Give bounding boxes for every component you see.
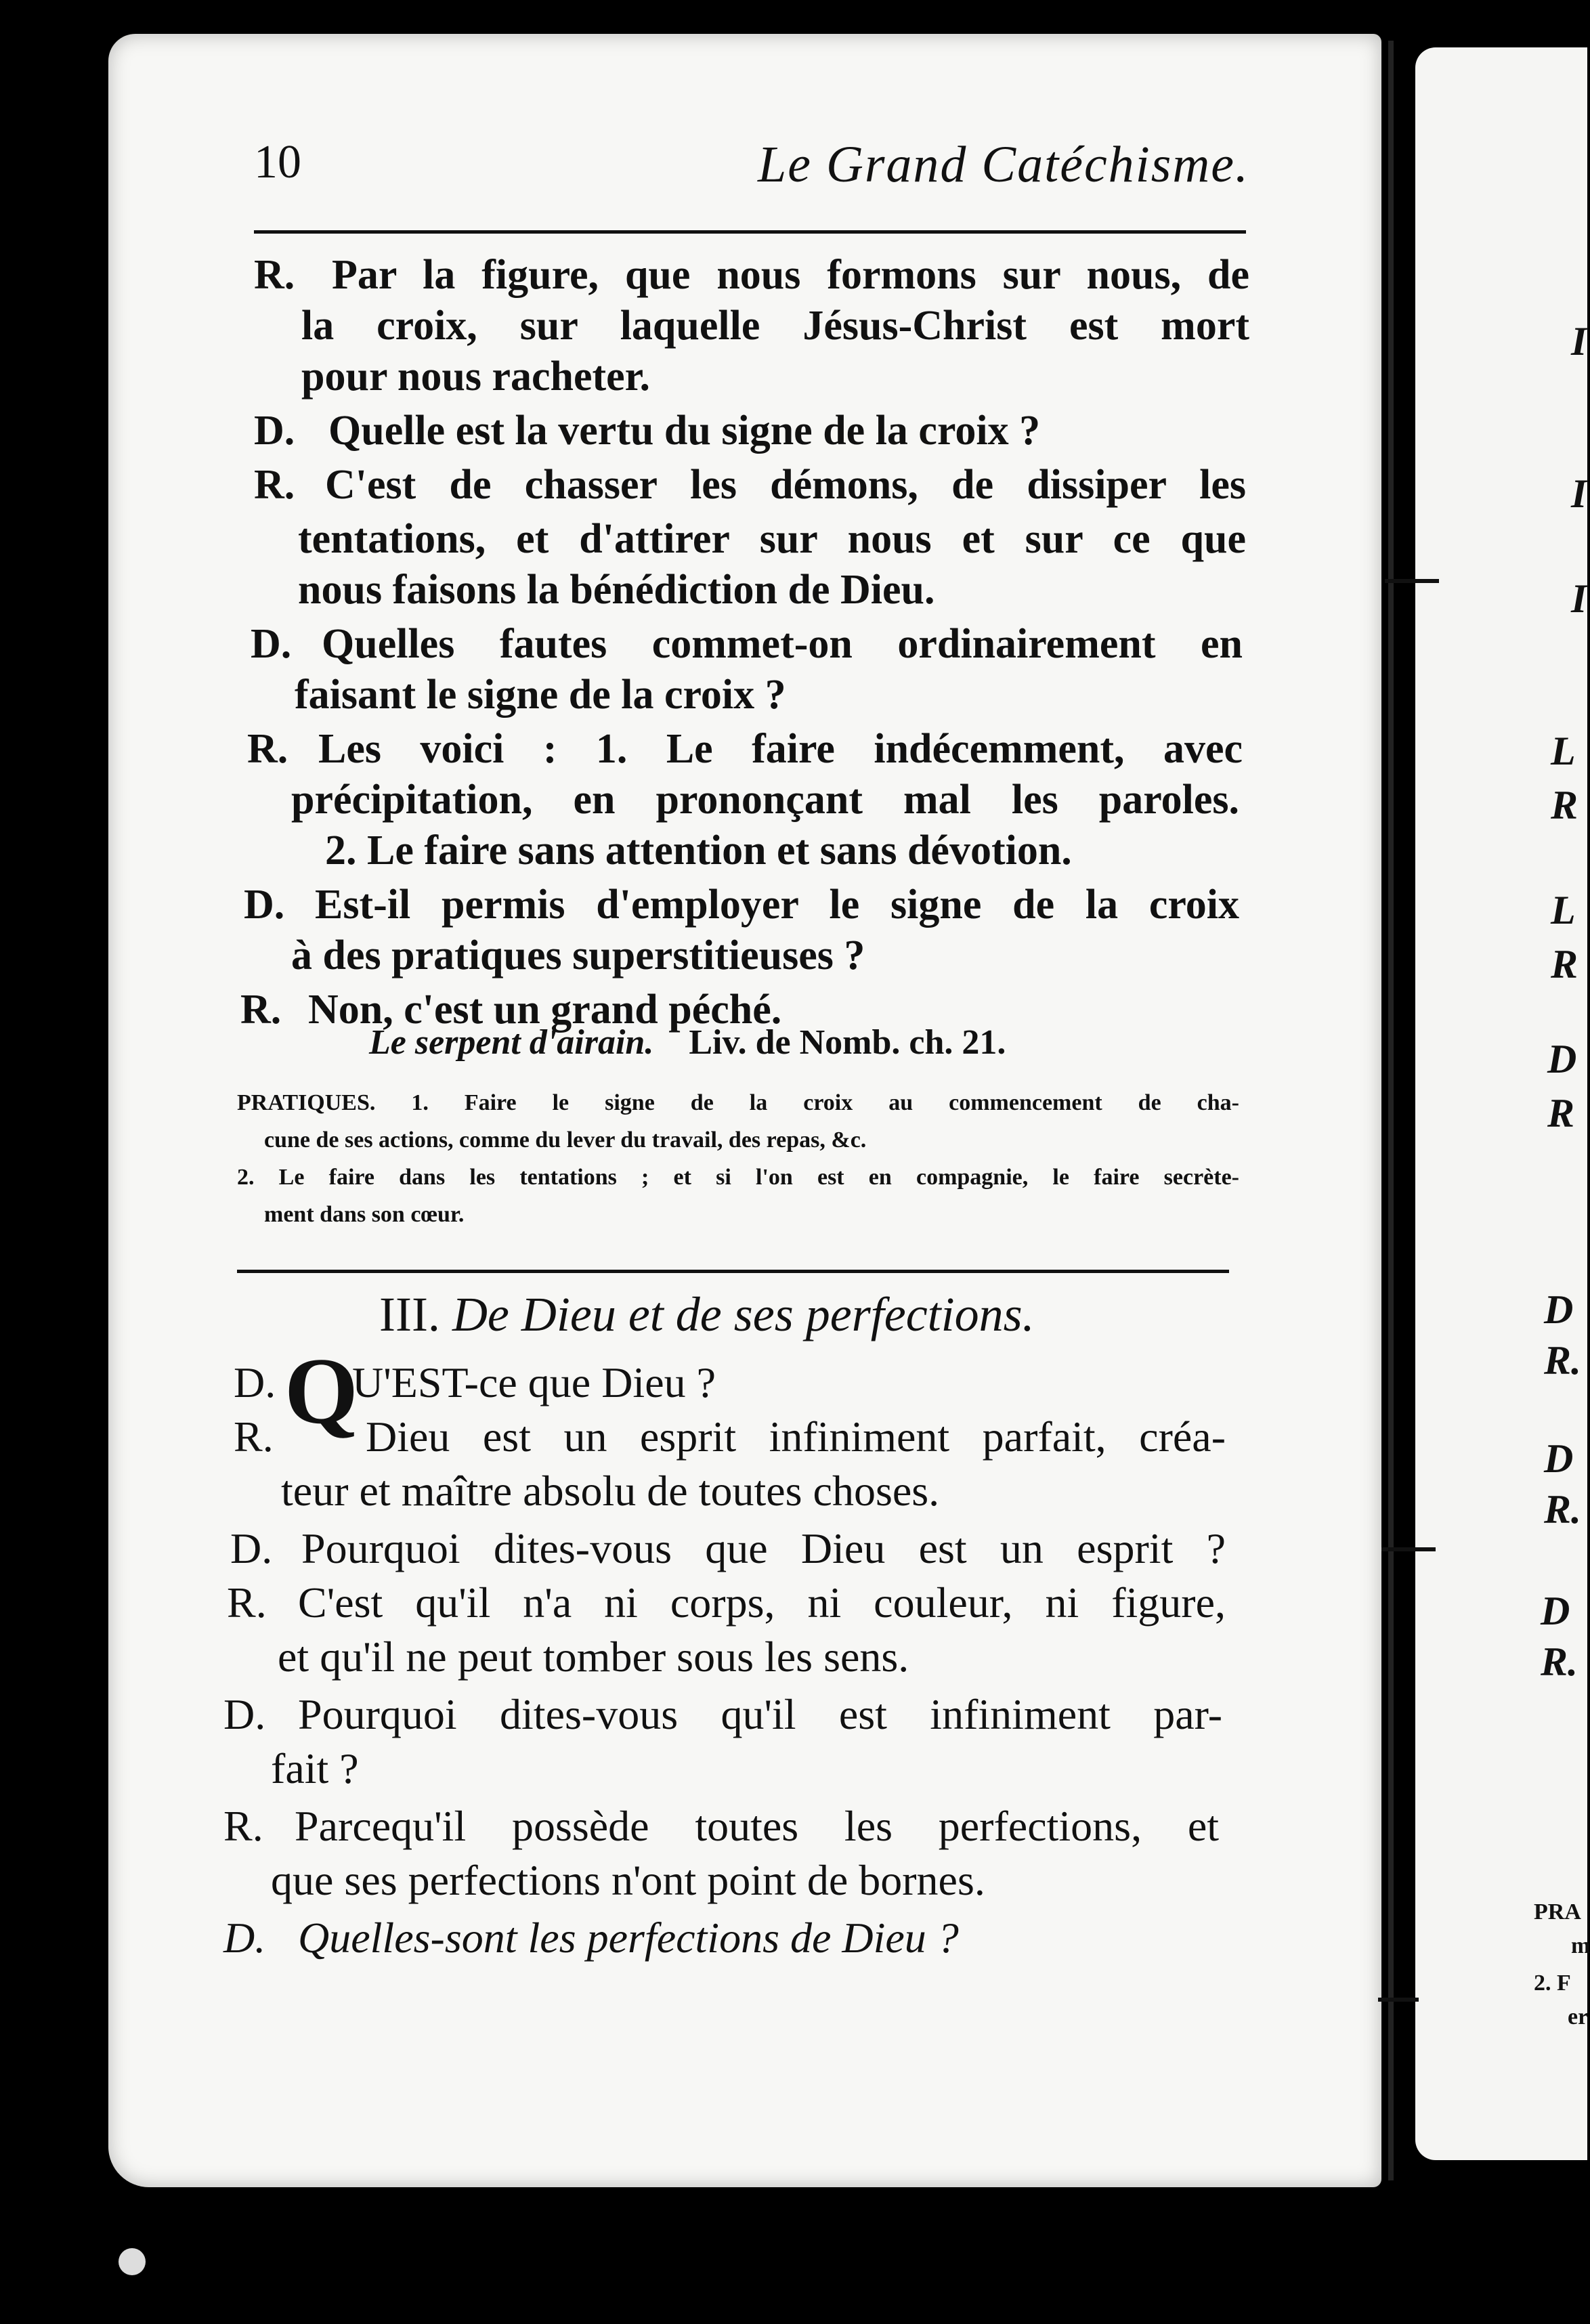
pratiques-line: PRATIQUES. 1. Faire le signe de la croix au commencement de cha- [237, 1090, 1239, 1115]
qa-line: Est-il permis d'employer le signe de la croix [315, 882, 1239, 928]
qa-line: tentations, et d'attirer sur nous et sur ce que [298, 516, 1246, 562]
qa-marker: D. [230, 1524, 273, 1572]
facing-fragment: R [1547, 1091, 1575, 1136]
gutter [1388, 41, 1394, 2180]
qa-line: Pourquoi dites-vous que Dieu est un esprit ? [301, 1524, 1226, 1572]
header-rule [254, 230, 1246, 234]
qa-line: Quelle est la vertu du signe de la croix ? [328, 408, 1041, 454]
pratiques-line: ment dans son cœur. [264, 1202, 465, 1227]
qa-line: Pourquoi dites-vous qu'il est infiniment par- [298, 1690, 1222, 1738]
facing-fragment: D [1544, 1436, 1574, 1481]
scan-mark [1378, 1998, 1419, 2002]
facing-fragment: R. [1541, 1639, 1578, 1684]
qa-marker: R. [254, 462, 295, 508]
scripture-citation [369, 1023, 1006, 1062]
qa-marker: R. [240, 987, 282, 1033]
facing-fragment: I [1571, 576, 1587, 621]
scan-mark [1381, 1547, 1436, 1551]
section-number: III. [379, 1287, 440, 1341]
qa-line: nous faisons la bénédiction de Dieu. [298, 567, 935, 613]
qa-line: à des pratiques superstitieuses ? [291, 932, 865, 978]
qa-line: 2. Le faire sans attention et sans dévotion. [325, 827, 1072, 874]
qa-line: faisant le signe de la croix ? [295, 672, 786, 718]
qa-marker: D. [234, 1358, 276, 1406]
citation-title: Le serpent d'airain. [369, 1023, 654, 1062]
qa-line: précipitation, en prononçant mal les paroles. [291, 777, 1239, 823]
qa-marker: D. [244, 882, 285, 928]
qa-line: Quelles fautes commet-on ordinairement en [322, 621, 1243, 667]
scan-speck [119, 2248, 146, 2275]
facing-fragment: PRA [1534, 1899, 1581, 1924]
qa-marker: D. [223, 1690, 266, 1738]
section-heading: De Dieu et de ses perfections. [452, 1287, 1035, 1341]
qa-line: teur et maître absolu de toutes choses. [281, 1467, 940, 1515]
qa-line: et qu'il ne peut tomber sous les sens. [278, 1633, 909, 1681]
facing-fragment: D [1541, 1589, 1570, 1633]
facing-fragment: L [1551, 888, 1576, 932]
facing-fragment: L [1551, 729, 1576, 773]
facing-fragment: I [1571, 319, 1587, 364]
page-number: 10 [254, 136, 301, 188]
qa-line: Dieu est un esprit infiniment parfait, créa- [366, 1413, 1226, 1461]
facing-fragment: I [1571, 471, 1587, 516]
qa-marker: R. [247, 726, 288, 772]
qa-line: la croix, sur laquelle Jésus-Christ est mort [301, 303, 1249, 349]
facing-fragment: R [1551, 942, 1578, 987]
facing-fragment: m [1571, 1933, 1590, 1958]
qa-line: fait ? [271, 1744, 359, 1792]
facing-fragment: 2. F [1534, 1971, 1571, 1996]
scan-mark [1385, 579, 1439, 583]
facing-fragment: R [1551, 783, 1578, 827]
facing-fragment: R. [1544, 1338, 1582, 1383]
page-header [254, 135, 1249, 196]
section-rule [237, 1270, 1229, 1273]
qa-marker: D. [223, 1914, 266, 1962]
qa-marker: D. [254, 408, 295, 454]
running-title: Le Grand Catéchisme. [757, 136, 1249, 193]
qa-line: Les voici : 1. Le faire indécemment, avec [318, 726, 1243, 772]
qa-line: Par la figure, que nous formons sur nous, de [332, 252, 1249, 298]
citation-ref: Liv. de Nomb. ch. 21. [689, 1023, 1006, 1062]
qa-line: que ses perfections n'ont point de bornes. [271, 1856, 985, 1904]
qa-marker: R. [234, 1413, 274, 1461]
facing-fragment: D [1547, 1037, 1577, 1081]
section-title [379, 1287, 1035, 1343]
qa-marker: R. [254, 252, 295, 298]
qa-line: Quelles-sont les perfections de Dieu ? [298, 1914, 959, 1962]
qa-line: U'EST-ce que Dieu ? [352, 1358, 716, 1406]
qa-marker: D. [251, 621, 292, 667]
qa-line: C'est de chasser les démons, de dissiper les [325, 462, 1246, 508]
pratiques-line: cune de ses actions, comme du lever du travail, des repas, &c. [264, 1127, 867, 1153]
facing-fragment: R. [1544, 1487, 1582, 1532]
qa-line: Parcequ'il possède toutes les perfections, et [295, 1802, 1219, 1850]
pratiques-line: 2. Le faire dans les tentations ; et si l'on est en compagnie, le faire secrète- [237, 1165, 1239, 1190]
qa-line: Non, c'est un grand péché. [308, 987, 782, 1033]
qa-line: C'est qu'il n'a ni corps, ni couleur, ni figure, [298, 1578, 1226, 1627]
qa-line: pour nous racheter. [301, 353, 650, 400]
qa-marker: R. [223, 1802, 263, 1850]
drop-cap: Q [284, 1339, 358, 1444]
facing-fragment: D [1544, 1287, 1574, 1332]
facing-fragment: er [1568, 2004, 1589, 2029]
qa-marker: R. [227, 1578, 267, 1627]
